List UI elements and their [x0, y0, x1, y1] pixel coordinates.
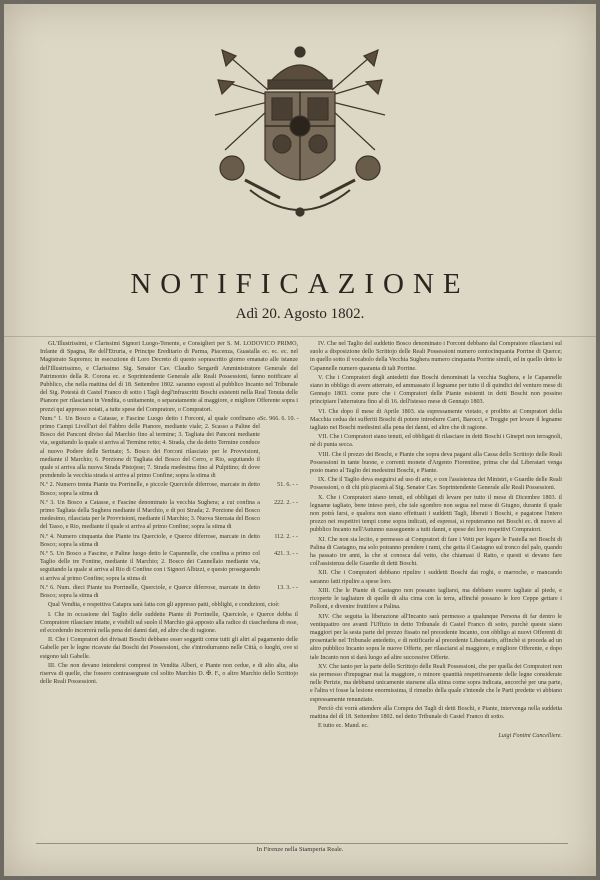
lot-entry: [40, 499, 298, 532]
lot-description: N.º 3. Un Bosco a Catasse, e Fascine denominato la vecchia Sughera; a cui confina a primo Tagliata della Sughera mediante il Marchio, e di poi Strada; 2. Porzione del Bosco medesimo, rilasciata per le Provvisioni, mediante il Marchio; 3. Nuova Sterzata del Bosco del Tasso, e Rio, mediante il quale si arriva al primo Confine; sopra la stima di: [40, 499, 260, 531]
conditions-intro: Qual Vendita, e respettiva Catapra sarà fatta con gli appresso patti, obblighi, e condizioni, cioè:: [48, 602, 280, 609]
chancellor-signature: Luigi Fontini Cancelliere.: [498, 733, 562, 740]
closing-paragraph: Perciò chi vorrà attendere alla Compra dei Tagli di detti Boschi, e Piante, intervenga nella suddetta mattina del dì 18. Settembre 1802. nel detto Tribunale di Castel Franco di sotto.: [310, 705, 562, 720]
lot-description: Num.º 1. Un Bosco a Catasse, e Fascine Luogo detto i Forconi, al quale confinano a primo Campi Livell'ari del Fabbro delle Pianore, mediante viale; 2. Scasso a Paline del Bosco dei Panconi diviso dal Marchio fino al termine; 3. Tagliata dei Panconi mediante via, seguitando la quale si arriva al Termine retto; 4. Strada, che da detto Termine conduce al nuovo Podere delle Serinate; 5. Bosco dei Forconi rilasciato per le Provvisioni, mediante il Marchio; 6. Porzione di Tagliata del Bosco del Cerro, e Rio, seguitando il quale si arriva alla nuova Strada Pistojese; 7. Strada medesima fino al Pulpitino; di dove prendendo la vecchia strada si arriva al primo Confine; sopra la stima di: [40, 415, 260, 480]
lot-price: 112. 2. - -: [274, 533, 298, 540]
document-title: NOTIFICAZIONE: [130, 268, 470, 300]
condition-paragraph: V. Che i Compratori degli antedetti due Boschi denominati la vecchia Sughera, e le Capannelle siano in obbligo di avere atterrato, ed ammassato il legname per tutto il dì quindici del venturo mese di Gennajo 1803. come pure che i Compratori delle Piante esistenti in detti Boschi non possino principiare l'atterratura fino al dì 16. dell'istesso mese di Gennajo 1803.: [310, 374, 562, 406]
document-date: Adì 20. Agosto 1802.: [235, 306, 365, 322]
condition-paragraph: XV. Che tanto per la parte dello Scrittojo delle Reali Possessioni, che per quella dei Compratori non sia permesso d'impugnar mai la maggiore, o minore quantità respettivamente delle legne considerate nelle Perizie, ma debbansi unicamente starsene alla stima come sopra indicata, ancorchè per una parte, e l'altra vi fosse la lesione enormissima, il rimedio della quale s'intende che le Parti predette vi abbiano espressamente renunziato.: [310, 663, 562, 703]
lot-price: Sc. 966. 6. 10. -: [260, 415, 299, 422]
condition-paragraph: X. Che i Compratori siano tenuti, ed obbligati di levare per tutto il mese di Dicembre 1803. il legname tagliato, bene inteso però, che tale sgombro non segua nel mese di Giugno, durante il quale non potrà farsi, e qualora non siano effettuati i suddetti Tagli, liberati i Boschi, e pagatone l'intero prezzo nei respettivi tempi come sopra indicati, ed espressi, si reputeranno nei Boschi ec. di nuovo al pubblico Incanto nell'Autunno susseguente a tutti danni, e spese dei loro respettivi Compratori.: [310, 494, 562, 534]
condition-paragraph: I. Che in occasione del Taglio delle suddette Piante di Porrinelle, Querciole, e Querce debba il Compratore rilasciare intatte, e visibili sul suolo il Marchio già apposto alla radice di ciascheduna di esse, ed eccedendo incorrerà nella pena dei danni dati, ed altre che di ragione.: [40, 611, 298, 634]
lot-entry: [40, 481, 298, 497]
condition-paragraph: IV. Che nel Taglio del suddetto Bosco denominato i Forconi debbano dal Compratore rilasciarsi sul suolo a disposizione dello Scrittojo delle Reali Possessioni numero centocinquanta Porrine di Querce; in quello sotto il vocabolo della Vecchia Sughera numero cinquanta Porrine simili, ed in quello detto le Capannelle numero quaranta di tali Porrine.: [310, 341, 562, 372]
lot-description: N.º 4. Numero cinquanta due Piante tra Querciole, e Querce diferrose, marcate in detto Bosco; sopra la stima di: [40, 533, 260, 548]
imprint-rule: [36, 843, 568, 844]
condition-paragraph: III. Che non devano intendersi compresi in Vendita Alberi, e Piante non cedue, e di alto alta, alta riserva di quelle, che fossero contrassegnate col solito Marchio D. ✠. F., o altro Marchio dello Scrittojo delle Reali Possessioni.: [40, 662, 298, 686]
lot-price: 421. 3. - -: [274, 551, 298, 558]
condition-paragraph: VI. Che dopo il mese di Aprile 1803. sia espressamente vietato, e proibito ai Compratori della Macchia cedua dei sufferiti Boschi di potere introdurre Carri, Barocci, e Treggie per levare il legname tagliato nei Boschi medesimi alla pena dei danni, ed altre che di ragione.: [310, 408, 562, 432]
condition-paragraph: VII. Che i Compratori siano tenuti, ed obbligati di rilasciare in detti Boschi i Ginepri non terragnoli, nè di punta secca.: [310, 434, 562, 449]
lot-price: 222. 2. - -: [274, 499, 298, 506]
lot-description: N.º 2. Numero trenta Piante tra Porrinelle, e piccole Querciole diferrose, marcate in detto Bosco; sopra la stima di: [40, 482, 260, 497]
left-column: [40, 340, 298, 687]
lot-entry: [40, 533, 298, 549]
condition-paragraph: XIII. Che le Piante di Castagno non possano tagliarsi, ma debbano essere tagliate al piede, e ricoperte le tagliature di quelle di alta cima con la terra, affinchè possano le loro Ceppe gettare i Polloni, e divenire fruttifere a Palina.: [310, 587, 562, 611]
right-column: [310, 340, 562, 741]
condition-paragraph: II. Che i Compratori dei divisati Boschi debbano esser soggetti come tutti gli altri al pagamento delle Gabelle per le legne ricavate dai Boschi dei Possessioni, che s'introdurranno nelle Città, o luoghi, ove si esigono tali Gabelle.: [40, 637, 298, 660]
lot-description: N.º 6. Num. dieci Piante tra Porrinelle, Querciole, e Querce diferrose, marcate in detto Bosco; sopra la stima di: [40, 584, 260, 600]
printer-imprint: In Firenze nella Stamperia Reale.: [256, 846, 344, 853]
lot-entry: [40, 584, 298, 600]
condition-paragraph: IX. Che il Taglio deva eseguirsi ad uso di arte, e con l'assistenza dei Ministri, e Guardie delle Reali Possessioni, o di chi più piacerà al Sig. Senator Cav. Soprintendente Generale alle Reali Possessioni.: [310, 477, 562, 492]
lot-price: 51. 6. - -: [277, 482, 298, 489]
condition-paragraph: XIV. Che seguita la liberazione all'Incanto sarà permesso a qualunque Persona di far dentro le ventiquattro ore avanti l'Uffizio in detto Tribunale di Castel Franco di sotto, purchè queste siano maggiori per la sesta parte del prezzo fissato nel precedente Incanto, con obbligo ai nuovi Offerenti di presentarle nel Tribunale antedetto, e di notificarle al precedente Liberatario, affinchè si proceda ad un altro pubblico Incanto sopra le nuove Offerte, per rilasciarsi al maggiore, e migliore Offerente, e dopo tale Incanto non si darà luogo ad altre successive Offerte.: [310, 613, 562, 661]
closing-formula: E tutto ec. Mand. ec.: [318, 723, 369, 730]
lot-entry: [40, 550, 298, 583]
paper-fold-line: [4, 336, 596, 337]
condition-paragraph: XII. Che i Compratori debbano ripulire i suddetti Boschi dai roghi, e marroche, e mancando saranno fatti ripulire a spese loro.: [310, 570, 562, 585]
intro-paragraph: GL'Illustrissimi, e Clarissimi Signori Luogo-Tenente, e Consiglieri per S. M. LODOVICO PRIMO, Infante di Spagna, Re dell'Etruria, e Principe Ereditario di Parma, Piacenza, Guastalla ec. ec. ec. nel Magistrato Supremo; in esecuzione di Loro Decreto di questo soprascritto giorno emanato alle istanze dell'Illustrissimo, e Clarissimo Sig. Senator Cav. Claudio Sergardi Amministratore Generale del Patrimonio della R. Corona ec. e Soprintendente Generale alle Reali Possessioni, fanno notificare al Pubblico, che nella mattina del dì 18. Settembre 1802. saranno esposti al pubblico Incanto nel Tribunale del Sig. Potestà di Castel Franco di sotto i Tagli degl'infrascritti Boschi esistenti nella Real Tenuta delle Pianore per rilasciarsi in Vendita, o unitamente, o separatamente al maggiore, e migliore Offerente sopra i prezzi qui appresso notati, a tutte spese del Compratore, o Compratori.: [40, 341, 298, 413]
lot-entry: [40, 415, 298, 481]
lot-description: N.º 5. Un Bosco a Fascine, e Paline luogo detto le Capannelle, che confina a primo col Taglio delle tre Fontine, mediante il Marchio; 2. Bosco dei Cannellaio mediante via, seguitando la quale si arriva al Rio di Confine con i Signori Albizzi, e questo proseguendo si arriva al primo Confine; sopra la stima di: [40, 551, 261, 582]
condition-paragraph: VIII. Che il prezzo dei Boschi, e Piante che sopra deva pagarsi alla Cassa dello Scrittojo delle Reali Possessioni in tante buone, e correnti monete d'Argento Fiorentine, prima che dal Liberatari venga posto mano al Taglio dei medesimi Boschi, e Piante.: [310, 451, 562, 475]
royal-coat-of-arms: [210, 40, 390, 230]
condition-paragraph: XI. Che non sia lecito, e permesso ai Compratori di fare i Vetti per legare le Fastella nei Boschi di Palina di Castagno, ma solo potranno prendere i rami, che getta il Castagno sul tronco del palo, quando ha passato tre anni, la che si conosca dal vetto, che chiamasi il Ratto, e questi si devano fare coll'assistenza delle Guardie di detti Boschi.: [310, 536, 562, 568]
lot-price: 13. 3. - -: [277, 584, 298, 591]
